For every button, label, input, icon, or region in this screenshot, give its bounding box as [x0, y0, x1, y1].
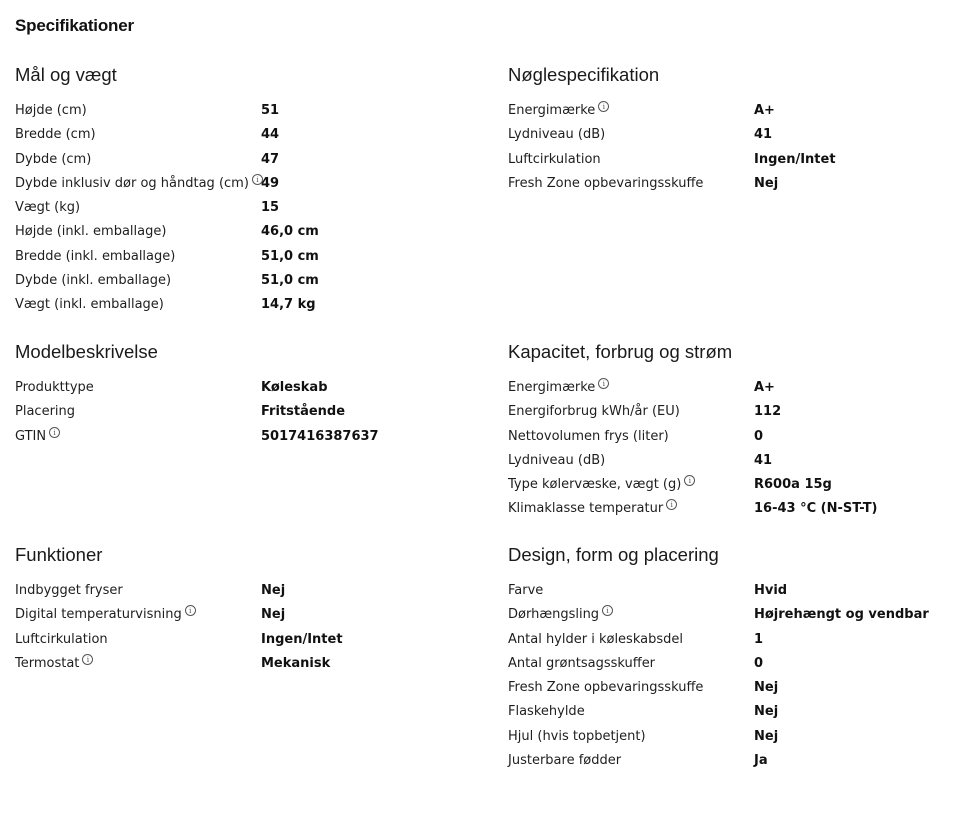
- spec-label: Lydniveau (dB): [508, 452, 606, 468]
- spec-label-with-info: [508, 473, 695, 497]
- spec-label-text: Klimaklasse temperatur: [508, 501, 664, 517]
- spec-value: Ja: [754, 753, 768, 769]
- spec-label: Farve: [508, 583, 544, 598]
- section-title: Design, form og placering: [508, 544, 719, 565]
- spec-label-with-info: [508, 376, 609, 400]
- spec-label-text: Digital temperaturvisning: [15, 607, 182, 623]
- spec-value: 41: [754, 452, 773, 468]
- spec-row-air-circulation: [15, 628, 455, 652]
- spec-value: Nej: [754, 728, 779, 744]
- spec-value: 0: [754, 428, 764, 444]
- section-dimensions-weight: [15, 63, 455, 318]
- spec-label-with-info: [15, 652, 93, 676]
- spec-label: Bredde (inkl. emballage): [15, 248, 176, 264]
- spec-label: Justerbare fødder: [508, 753, 622, 769]
- spec-label: Bredde (cm): [15, 127, 96, 143]
- info-icon[interactable]: i: [49, 427, 60, 438]
- info-icon[interactable]: i: [82, 654, 93, 665]
- spec-row-gtin: [15, 425, 455, 449]
- spec-value: A+: [754, 380, 775, 395]
- info-icon[interactable]: i: [666, 499, 677, 510]
- spec-value: Ingen/Intet: [754, 151, 836, 167]
- spec-label: Vægt (inkl. emballage): [15, 297, 164, 313]
- spec-value: 44: [261, 127, 280, 143]
- spec-label-with-info: [15, 425, 60, 449]
- section-title: Kapacitet, forbrug og strøm: [508, 341, 733, 362]
- spec-value: A+: [754, 103, 775, 118]
- spec-label-with-info: [508, 99, 609, 123]
- info-icon[interactable]: i: [252, 174, 263, 185]
- spec-label-text: Energimærke: [508, 103, 596, 118]
- spec-row-climate-class: [508, 497, 948, 521]
- spec-label-text: Type kølervæske, vægt (g): [508, 477, 682, 493]
- spec-value: 1: [754, 631, 764, 647]
- spec-label: Flaskehylde: [508, 704, 585, 720]
- spec-row-shelves: [508, 628, 948, 652]
- spec-row-thermostat: [15, 652, 455, 676]
- spec-row-built-in-freezer: [15, 579, 455, 603]
- spec-value: Nej: [261, 583, 286, 598]
- spec-row-depth-incl-door: [15, 172, 455, 196]
- spec-value: 112: [754, 404, 782, 420]
- spec-value: Fritstående: [261, 404, 346, 420]
- spec-value: 15: [261, 200, 280, 216]
- section-design-form-placement: [508, 543, 948, 773]
- spec-value: Mekanisk: [261, 655, 331, 671]
- spec-row-wheels: [508, 725, 948, 749]
- spec-value: 51,0 cm: [261, 273, 319, 289]
- spec-label: Vægt (kg): [15, 200, 81, 216]
- spec-row-bottle-shelf: [508, 700, 948, 724]
- spec-label: Indbygget fryser: [15, 583, 123, 598]
- spec-value: 14,7 kg: [261, 297, 316, 313]
- spec-value: Nej: [754, 175, 779, 191]
- spec-label: Dybde (cm): [15, 151, 92, 167]
- spec-row-weight-packaged: [15, 293, 455, 317]
- spec-value: 49: [261, 175, 280, 191]
- spec-label: Antal grøntsagsskuffer: [508, 655, 656, 671]
- spec-label: Luftcirkulation: [15, 631, 108, 647]
- spec-value: 5017416387637: [261, 428, 379, 444]
- spec-row-fresh-zone: [508, 676, 948, 700]
- spec-label-with-info: [15, 603, 196, 627]
- spec-row-vegetable-drawers: [508, 652, 948, 676]
- section-title: Modelbeskrivelse: [15, 341, 158, 362]
- spec-row-adjustable-feet: [508, 749, 948, 773]
- spec-row-height-packaged: [15, 220, 455, 244]
- spec-label: Placering: [15, 404, 76, 420]
- spec-row-energy-consumption: [508, 400, 948, 424]
- spec-label-with-info: [508, 497, 677, 521]
- spec-label-text: Dørhængsling: [508, 607, 600, 623]
- spec-value: 46,0 cm: [261, 224, 319, 240]
- spec-value: 51,0 cm: [261, 248, 319, 264]
- spec-row-noise-level: [508, 449, 948, 473]
- section-title: Nøglespecifikation: [508, 64, 660, 85]
- spec-row-digital-temperature: [15, 603, 455, 627]
- spec-label: Produkttype: [15, 380, 94, 395]
- info-icon[interactable]: i: [602, 605, 613, 616]
- spec-row-height: [15, 99, 455, 123]
- spec-value: 47: [261, 151, 280, 167]
- spec-row-width-packaged: [15, 245, 455, 269]
- spec-label-text: Dybde inklusiv dør og håndtag (cm): [15, 175, 249, 191]
- spec-row-depth: [15, 148, 455, 172]
- spec-value: 51: [261, 103, 280, 118]
- section-title: Mål og vægt: [15, 64, 117, 85]
- spec-value: Højrehængt og vendbar: [754, 607, 929, 623]
- spec-row-depth-packaged: [15, 269, 455, 293]
- spec-value: 0: [754, 655, 764, 671]
- spec-value: Nej: [754, 680, 779, 696]
- spec-row-door-hinge: [508, 603, 948, 627]
- spec-label: Antal hylder i køleskabsdel: [508, 631, 683, 647]
- spec-row-air-circulation: [508, 148, 948, 172]
- spec-value: Hvid: [754, 583, 788, 598]
- spec-value: Nej: [261, 607, 286, 623]
- info-icon[interactable]: i: [598, 378, 609, 389]
- section-model-description: [15, 340, 455, 449]
- section-features: [15, 543, 455, 676]
- spec-label: Lydniveau (dB): [508, 127, 606, 143]
- spec-value: R600a 15g: [754, 477, 832, 493]
- spec-row-refrigerant: [508, 473, 948, 497]
- spec-row-color: [508, 579, 948, 603]
- spec-label: Nettovolumen frys (liter): [508, 428, 669, 444]
- spec-row-noise-level: [508, 123, 948, 147]
- spec-label: Luftcirkulation: [508, 151, 601, 167]
- spec-label-with-info: [15, 172, 263, 196]
- spec-label: Fresh Zone opbevaringsskuffe: [508, 175, 704, 191]
- spec-row-energy-label: [508, 376, 948, 400]
- spec-row-placement: [15, 400, 455, 424]
- info-icon[interactable]: i: [185, 605, 196, 616]
- spec-label: Fresh Zone opbevaringsskuffe: [508, 680, 704, 696]
- spec-value: 16-43 °C (N-ST-T): [754, 501, 878, 517]
- spec-row-freezer-volume: [508, 425, 948, 449]
- spec-value: Nej: [754, 704, 779, 720]
- spec-value: 41: [754, 127, 773, 143]
- page-title: Specifikationer: [15, 16, 134, 35]
- section-title: Funktioner: [15, 544, 103, 565]
- spec-row-weight: [15, 196, 455, 220]
- spec-row-product-type: [15, 376, 455, 400]
- spec-row-fresh-zone: [508, 172, 948, 196]
- section-key-specification: [508, 63, 948, 196]
- spec-label: Højde (inkl. emballage): [15, 224, 167, 240]
- spec-value: Ingen/Intet: [261, 631, 343, 647]
- spec-label: Dybde (inkl. emballage): [15, 273, 172, 289]
- spec-label-text: Energimærke: [508, 380, 596, 395]
- spec-label: Højde (cm): [15, 103, 87, 118]
- spec-label: Hjul (hvis topbetjent): [508, 728, 646, 744]
- spec-label-text: GTIN: [15, 428, 47, 444]
- spec-label-with-info: [508, 603, 613, 627]
- section-capacity-consumption-power: [508, 340, 948, 522]
- spec-row-width: [15, 123, 455, 147]
- spec-label: Energiforbrug kWh/år (EU): [508, 404, 680, 420]
- info-icon[interactable]: i: [684, 475, 695, 486]
- spec-label-text: Termostat: [15, 655, 80, 671]
- spec-value: Køleskab: [261, 380, 328, 395]
- spec-row-energy-label: [508, 99, 948, 123]
- info-icon[interactable]: i: [598, 101, 609, 112]
